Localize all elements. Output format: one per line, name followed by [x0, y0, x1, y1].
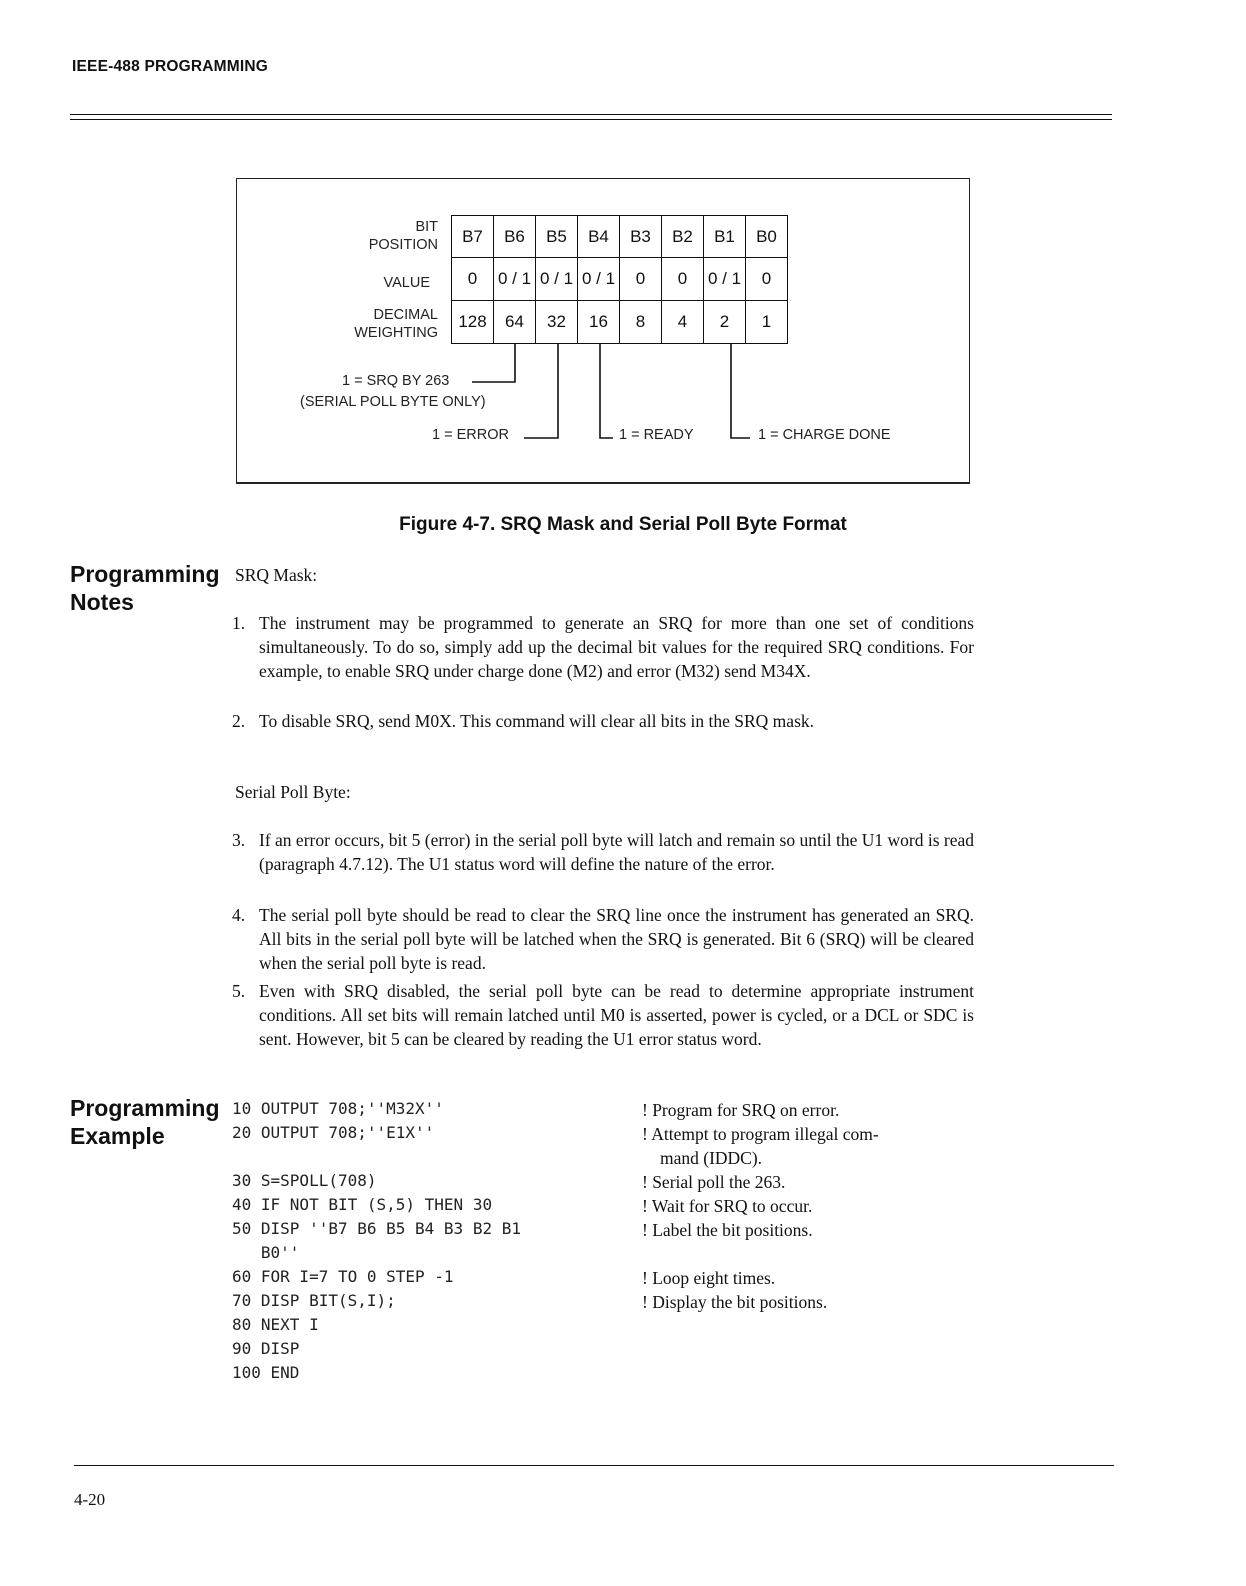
example-heading-line-1: Programming — [70, 1095, 220, 1121]
bit-cell: B0 — [746, 216, 788, 258]
value-cell: 0 — [746, 258, 788, 301]
bit-cell: B3 — [620, 216, 662, 258]
value-cell: 0 / 1 — [578, 258, 620, 301]
note-item-1 — [232, 611, 974, 683]
note-number: 2. — [232, 711, 246, 731]
note-item-4 — [232, 903, 974, 975]
note-item-5 — [232, 979, 974, 1051]
bit-cell: B4 — [578, 216, 620, 258]
row-label-weighting: WEIGHTING — [354, 325, 438, 341]
note-text: The serial poll byte should be read to clear the SRQ line once the instrument has generated an SRQ. All bits in the serial poll byte will be latched when the SRQ is generated. Bit 6 (SRQ) will be cleared when the serial poll byte is read. — [259, 905, 974, 973]
value-cell: 0 / 1 — [494, 258, 536, 301]
weight-cell: 4 — [662, 301, 704, 344]
page-number: 4-20 — [74, 1490, 106, 1509]
notes-heading — [70, 560, 220, 616]
serial-poll-label: Serial Poll Byte: — [235, 782, 351, 802]
code-line: 30 S=SPOLL(708) — [232, 1171, 377, 1190]
leader-line-error — [524, 344, 558, 438]
code-comment: ! Serial poll the 263. — [642, 1172, 786, 1192]
value-cell: 0 — [452, 258, 494, 301]
code-line: 20 OUTPUT 708;''E1X'' — [232, 1123, 435, 1142]
code-comment: ! Program for SRQ on error. — [642, 1100, 840, 1120]
leader-line-srq — [472, 344, 515, 382]
code-line: B0'' — [232, 1243, 300, 1262]
code-comment: ! Attempt to program illegal com- — [642, 1124, 879, 1144]
callout-leader-lines — [0, 0, 1246, 500]
callout-ready: 1 = READY — [619, 427, 694, 443]
code-comment: ! Loop eight times. — [642, 1268, 776, 1288]
note-text: If an error occurs, bit 5 (error) in the serial poll byte will latch and remain so until the U1 word is read (paragraph 4.7.12). The U1 status word will define the nature of the error. — [259, 830, 974, 874]
value-cell: 0 / 1 — [704, 258, 746, 301]
example-heading-line-2: Example — [70, 1123, 165, 1149]
note-text: The instrument may be programmed to generate an SRQ for more than one set of conditions simultaneously. To do so, simply add up the decimal bit values for the required SRQ conditions. For example, to enable SRQ under charge done (M2) and error (M32) send M34X. — [259, 613, 974, 681]
row-label-bit: BIT — [415, 219, 438, 235]
weight-cell: 1 — [746, 301, 788, 344]
bit-cell: B7 — [452, 216, 494, 258]
footer-rule — [74, 1465, 1114, 1466]
srq-mask-label: SRQ Mask: — [235, 565, 318, 585]
value-cell: 0 — [620, 258, 662, 301]
bit-cell: B2 — [662, 216, 704, 258]
note-number: 1. — [232, 613, 246, 633]
weight-cell: 16 — [578, 301, 620, 344]
bit-cell: B5 — [536, 216, 578, 258]
bit-cell: B1 — [704, 216, 746, 258]
weight-cell: 128 — [452, 301, 494, 344]
note-text: To disable SRQ, send M0X. This command will clear all bits in the SRQ mask. — [259, 711, 815, 731]
code-line: 90 DISP — [232, 1339, 300, 1358]
example-heading — [70, 1094, 220, 1150]
notes-heading-line-2: Notes — [70, 589, 134, 615]
code-comment: ! Display the bit positions. — [642, 1292, 828, 1312]
figure-caption: Figure 4-7. SRQ Mask and Serial Poll Byte Format — [399, 514, 847, 535]
code-line: 60 FOR I=7 TO 0 STEP -1 — [232, 1267, 454, 1286]
callout-srq: 1 = SRQ BY 263 — [342, 373, 450, 389]
note-text: Even with SRQ disabled, the serial poll byte can be read to determine appropriate instrument conditions. All set bits will remain latched until M0 is asserted, power is cycled, or a DCL or SDC is sent. However, bit 5 can be cleared by reading the U1 error status word. — [259, 981, 974, 1049]
leader-line-charge-done — [731, 344, 750, 438]
callout-charge-done: 1 = CHARGE DONE — [758, 427, 891, 443]
bit-cell: B6 — [494, 216, 536, 258]
row-label-decimal: DECIMAL — [373, 307, 438, 323]
weight-cell: 32 — [536, 301, 578, 344]
note-number: 4. — [232, 905, 246, 925]
leader-line-ready — [600, 344, 613, 438]
row-label-value: VALUE — [383, 275, 430, 291]
code-line: 70 DISP BIT(S,I); — [232, 1291, 396, 1310]
note-number: 5. — [232, 981, 246, 1001]
code-line: 100 END — [232, 1363, 300, 1382]
row-label-position: POSITION — [368, 237, 438, 253]
code-line: 50 DISP ''B7 B6 B5 B4 B3 B2 B1 — [232, 1219, 521, 1238]
note-item-3 — [232, 828, 974, 876]
weight-cell: 8 — [620, 301, 662, 344]
notes-heading-line-1: Programming — [70, 561, 220, 587]
code-comment: ! Wait for SRQ to occur. — [642, 1196, 813, 1216]
code-comment: mand (IDDC). — [660, 1148, 763, 1168]
code-line: 10 OUTPUT 708;''M32X'' — [232, 1099, 444, 1118]
callout-error: 1 = ERROR — [432, 427, 509, 443]
value-cell: 0 / 1 — [536, 258, 578, 301]
callout-srq-note: (SERIAL POLL BYTE ONLY) — [300, 394, 486, 410]
code-line: 80 NEXT I — [232, 1315, 319, 1334]
running-head: IEEE-488 PROGRAMMING — [72, 58, 269, 75]
value-cell: 0 — [662, 258, 704, 301]
code-line: 40 IF NOT BIT (S,5) THEN 30 — [232, 1195, 493, 1214]
weight-cell: 2 — [704, 301, 746, 344]
note-item-2 — [232, 709, 974, 733]
weight-cell: 64 — [494, 301, 536, 344]
note-number: 3. — [232, 830, 246, 850]
code-comment: ! Label the bit positions. — [642, 1220, 813, 1240]
